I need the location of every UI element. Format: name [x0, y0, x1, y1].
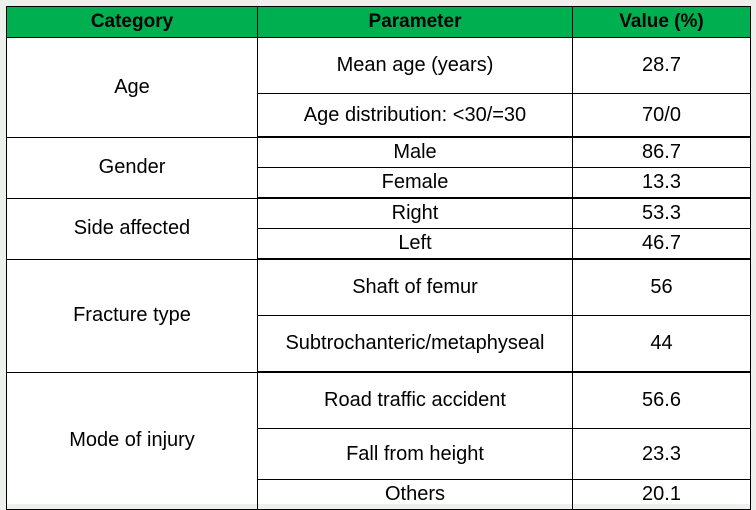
value-cell: 56.6	[573, 372, 751, 429]
table-row	[7, 372, 751, 429]
value-cell: 28.7	[573, 38, 751, 94]
value-cell: 20.1	[573, 480, 751, 510]
table-container	[6, 6, 750, 504]
parameter-cell: Fall from height	[258, 429, 573, 480]
parameter-cell: Mean age (years)	[258, 38, 573, 94]
table-row	[7, 38, 751, 94]
category-cell-mode-of-injury: Mode of injury	[7, 372, 258, 510]
value-cell: 13.3	[573, 168, 751, 199]
header-row	[7, 7, 751, 38]
parameter-cell: Right	[258, 198, 573, 229]
parameter-cell: Subtrochanteric/metaphyseal	[258, 316, 573, 373]
header-parameter: Parameter	[258, 7, 573, 38]
value-cell: 53.3	[573, 198, 751, 229]
parameter-cell: Road traffic accident	[258, 372, 573, 429]
parameter-cell: Female	[258, 168, 573, 199]
category-cell-side-affected: Side affected	[7, 198, 258, 259]
value-cell: 23.3	[573, 429, 751, 480]
value-cell: 56	[573, 259, 751, 316]
value-cell: 44	[573, 316, 751, 373]
value-cell: 86.7	[573, 137, 751, 168]
parameter-cell: Shaft of femur	[258, 259, 573, 316]
parameter-cell: Age distribution: <30/=30	[258, 94, 573, 138]
value-cell: 70/0	[573, 94, 751, 138]
table-row	[7, 137, 751, 168]
category-cell-fracture-type: Fracture type	[7, 259, 258, 372]
value-cell: 46.7	[573, 229, 751, 260]
parameter-cell: Male	[258, 137, 573, 168]
table-row	[7, 259, 751, 316]
category-cell-gender: Gender	[7, 137, 258, 198]
header-value: Value (%)	[573, 7, 751, 38]
parameter-cell: Others	[258, 480, 573, 510]
category-cell-age: Age	[7, 38, 258, 138]
table-row	[7, 198, 751, 229]
header-category: Category	[7, 7, 258, 38]
parameter-cell: Left	[258, 229, 573, 260]
data-table	[6, 6, 751, 510]
